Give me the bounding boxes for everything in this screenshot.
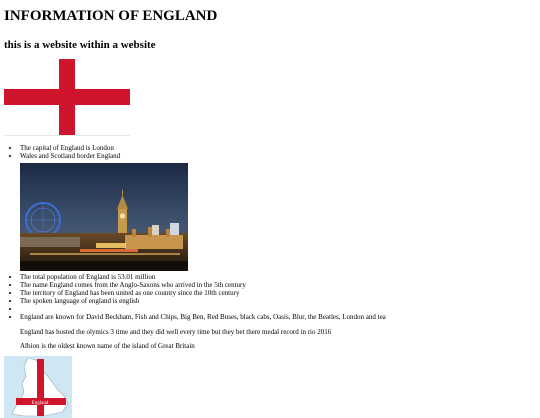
list-item: • The territory of England has been united as one country since the 10th century — [20, 289, 534, 297]
list-item: • The spoken language of england is english — [20, 297, 534, 305]
albion-paragraph: Albion is the oldest known name of the island of Great Britain — [20, 342, 195, 350]
facts-list — [4, 144, 534, 321]
london-night-photo — [20, 163, 188, 271]
page-content — [4, 0, 534, 418]
page-subtitle: this is a website within a website — [4, 39, 156, 51]
list-item-empty — [20, 305, 534, 313]
list-item — [20, 152, 534, 271]
list-item: • The name England comes from the Anglo-Saxons who arrived in the 5th century — [20, 281, 534, 289]
list-item-text: Wales and Scotland border England — [20, 152, 121, 160]
olympics-paragraph: England has hosted the olymics 3 time and they did well every time but they bet there medal record in rio 2016 — [20, 328, 332, 336]
map-label: England — [31, 401, 49, 406]
list-item: • The capital of England is London — [20, 144, 534, 152]
list-item: • The total population of England is 53.01 million — [20, 273, 534, 281]
england-map-image — [4, 356, 72, 418]
list-item: • England are known for David Beckham, Fish and Chips, Big Ben, Red Buses, black cabs, Oasis, Blur, the Beatles, London and tea — [20, 313, 534, 321]
page-title: INFORMATION OF ENGLAND — [4, 8, 218, 24]
england-flag-image — [4, 59, 130, 136]
